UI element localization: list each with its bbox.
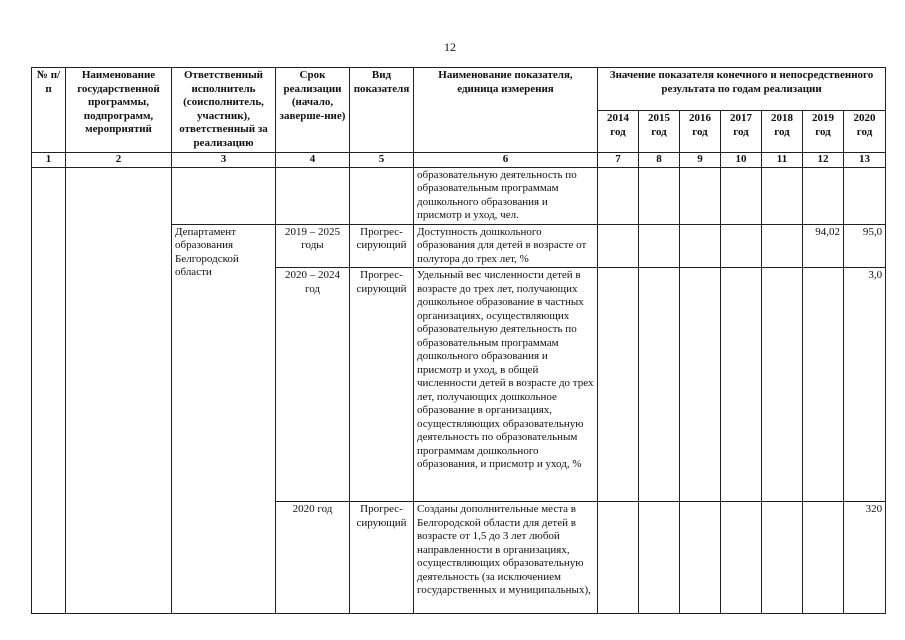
col-num-13: 13 bbox=[844, 153, 886, 168]
cell-type bbox=[350, 167, 414, 224]
cell-indicator: Удельный вес численности детей в возрасте до трех лет, получающих дошкольное образование в частных организациях, осуществляющих образовательную деятельность по образовательным программам дошкольного образования и присмотр и уход, в общей численности детей в возрасте до трех лет, получающих дошкольное образование в организациях, осуществляющих образовательную деятельность по образовательным программам дошкольного образования, и присмотр и уход, % bbox=[414, 268, 598, 502]
col-num-2: 2 bbox=[66, 153, 172, 168]
cell-value-2019: 94,02 bbox=[803, 224, 844, 268]
col-num-3: 3 bbox=[172, 153, 276, 168]
cell-period: 2019 – 2025 годы bbox=[276, 224, 350, 268]
col-num-10: 10 bbox=[721, 153, 762, 168]
cell-period bbox=[276, 167, 350, 224]
header-type: Вид показателя bbox=[350, 68, 414, 153]
indicator-table bbox=[31, 67, 886, 614]
cell-indicator: образовательную деятельность по образовательным программам дошкольного образования и присмотр и уход, чел. bbox=[414, 167, 598, 224]
header-program: Наименование государственной программы, подпрограмм, мероприятий bbox=[66, 68, 172, 153]
cell-type: Прогрес-сирующий bbox=[350, 224, 414, 268]
cell-value-2020: 95,0 bbox=[844, 224, 886, 268]
col-num-12: 12 bbox=[803, 153, 844, 168]
cell-period: 2020 – 2024 год bbox=[276, 268, 350, 502]
col-num-9: 9 bbox=[680, 153, 721, 168]
cell-period: 2020 год bbox=[276, 502, 350, 614]
header-year-2019: 2019 год bbox=[803, 111, 844, 153]
col-num-5: 5 bbox=[350, 153, 414, 168]
column-number-row bbox=[32, 153, 886, 168]
cell-value-2020: 320 bbox=[844, 502, 886, 614]
col-num-1: 1 bbox=[32, 153, 66, 168]
header-responsible: Ответственный исполнитель (соисполнитель, участник), ответственный за реализацию bbox=[172, 68, 276, 153]
cell-program bbox=[66, 167, 172, 614]
header-year-2020: 2020 год bbox=[844, 111, 886, 153]
header-values-group: Значение показателя конечного и непосредственного результата по годам реализации bbox=[598, 68, 886, 111]
header-year-2015: 2015 год bbox=[639, 111, 680, 153]
page-number: 12 bbox=[444, 40, 456, 54]
header-row-1 bbox=[32, 68, 886, 111]
cell-type: Прогрес-сирующий bbox=[350, 502, 414, 614]
table-row bbox=[32, 167, 886, 224]
cell-number bbox=[32, 167, 66, 614]
header-period: Срок реализации (начало, заверше-ние) bbox=[276, 68, 350, 153]
cell-type: Прогрес-сирующий bbox=[350, 268, 414, 502]
cell-value-2020: 3,0 bbox=[844, 268, 886, 502]
cell-responsible bbox=[172, 167, 276, 224]
header-year-2014: 2014 год bbox=[598, 111, 639, 153]
col-num-8: 8 bbox=[639, 153, 680, 168]
cell-indicator: Созданы дополнительные места в Белгородской области для детей в возрасте от 1,5 до 3 лет любой направленности в организациях, осуществляющих образовательную деятельность (за исключением государственных и муниципальных), bbox=[414, 502, 598, 614]
header-year-2016: 2016 год bbox=[680, 111, 721, 153]
cell-indicator: Доступность дошкольного образования для детей в возрасте от полутора до трех лет, % bbox=[414, 224, 598, 268]
col-num-11: 11 bbox=[762, 153, 803, 168]
header-year-2018: 2018 год bbox=[762, 111, 803, 153]
cell-responsible: Департамент образования Белгородской области bbox=[172, 224, 276, 614]
col-num-7: 7 bbox=[598, 153, 639, 168]
header-number: № п/п bbox=[32, 68, 66, 153]
header-indicator: Наименование показателя, единица измерения bbox=[414, 68, 598, 153]
col-num-6: 6 bbox=[414, 153, 598, 168]
col-num-4: 4 bbox=[276, 153, 350, 168]
header-year-2017: 2017 год bbox=[721, 111, 762, 153]
